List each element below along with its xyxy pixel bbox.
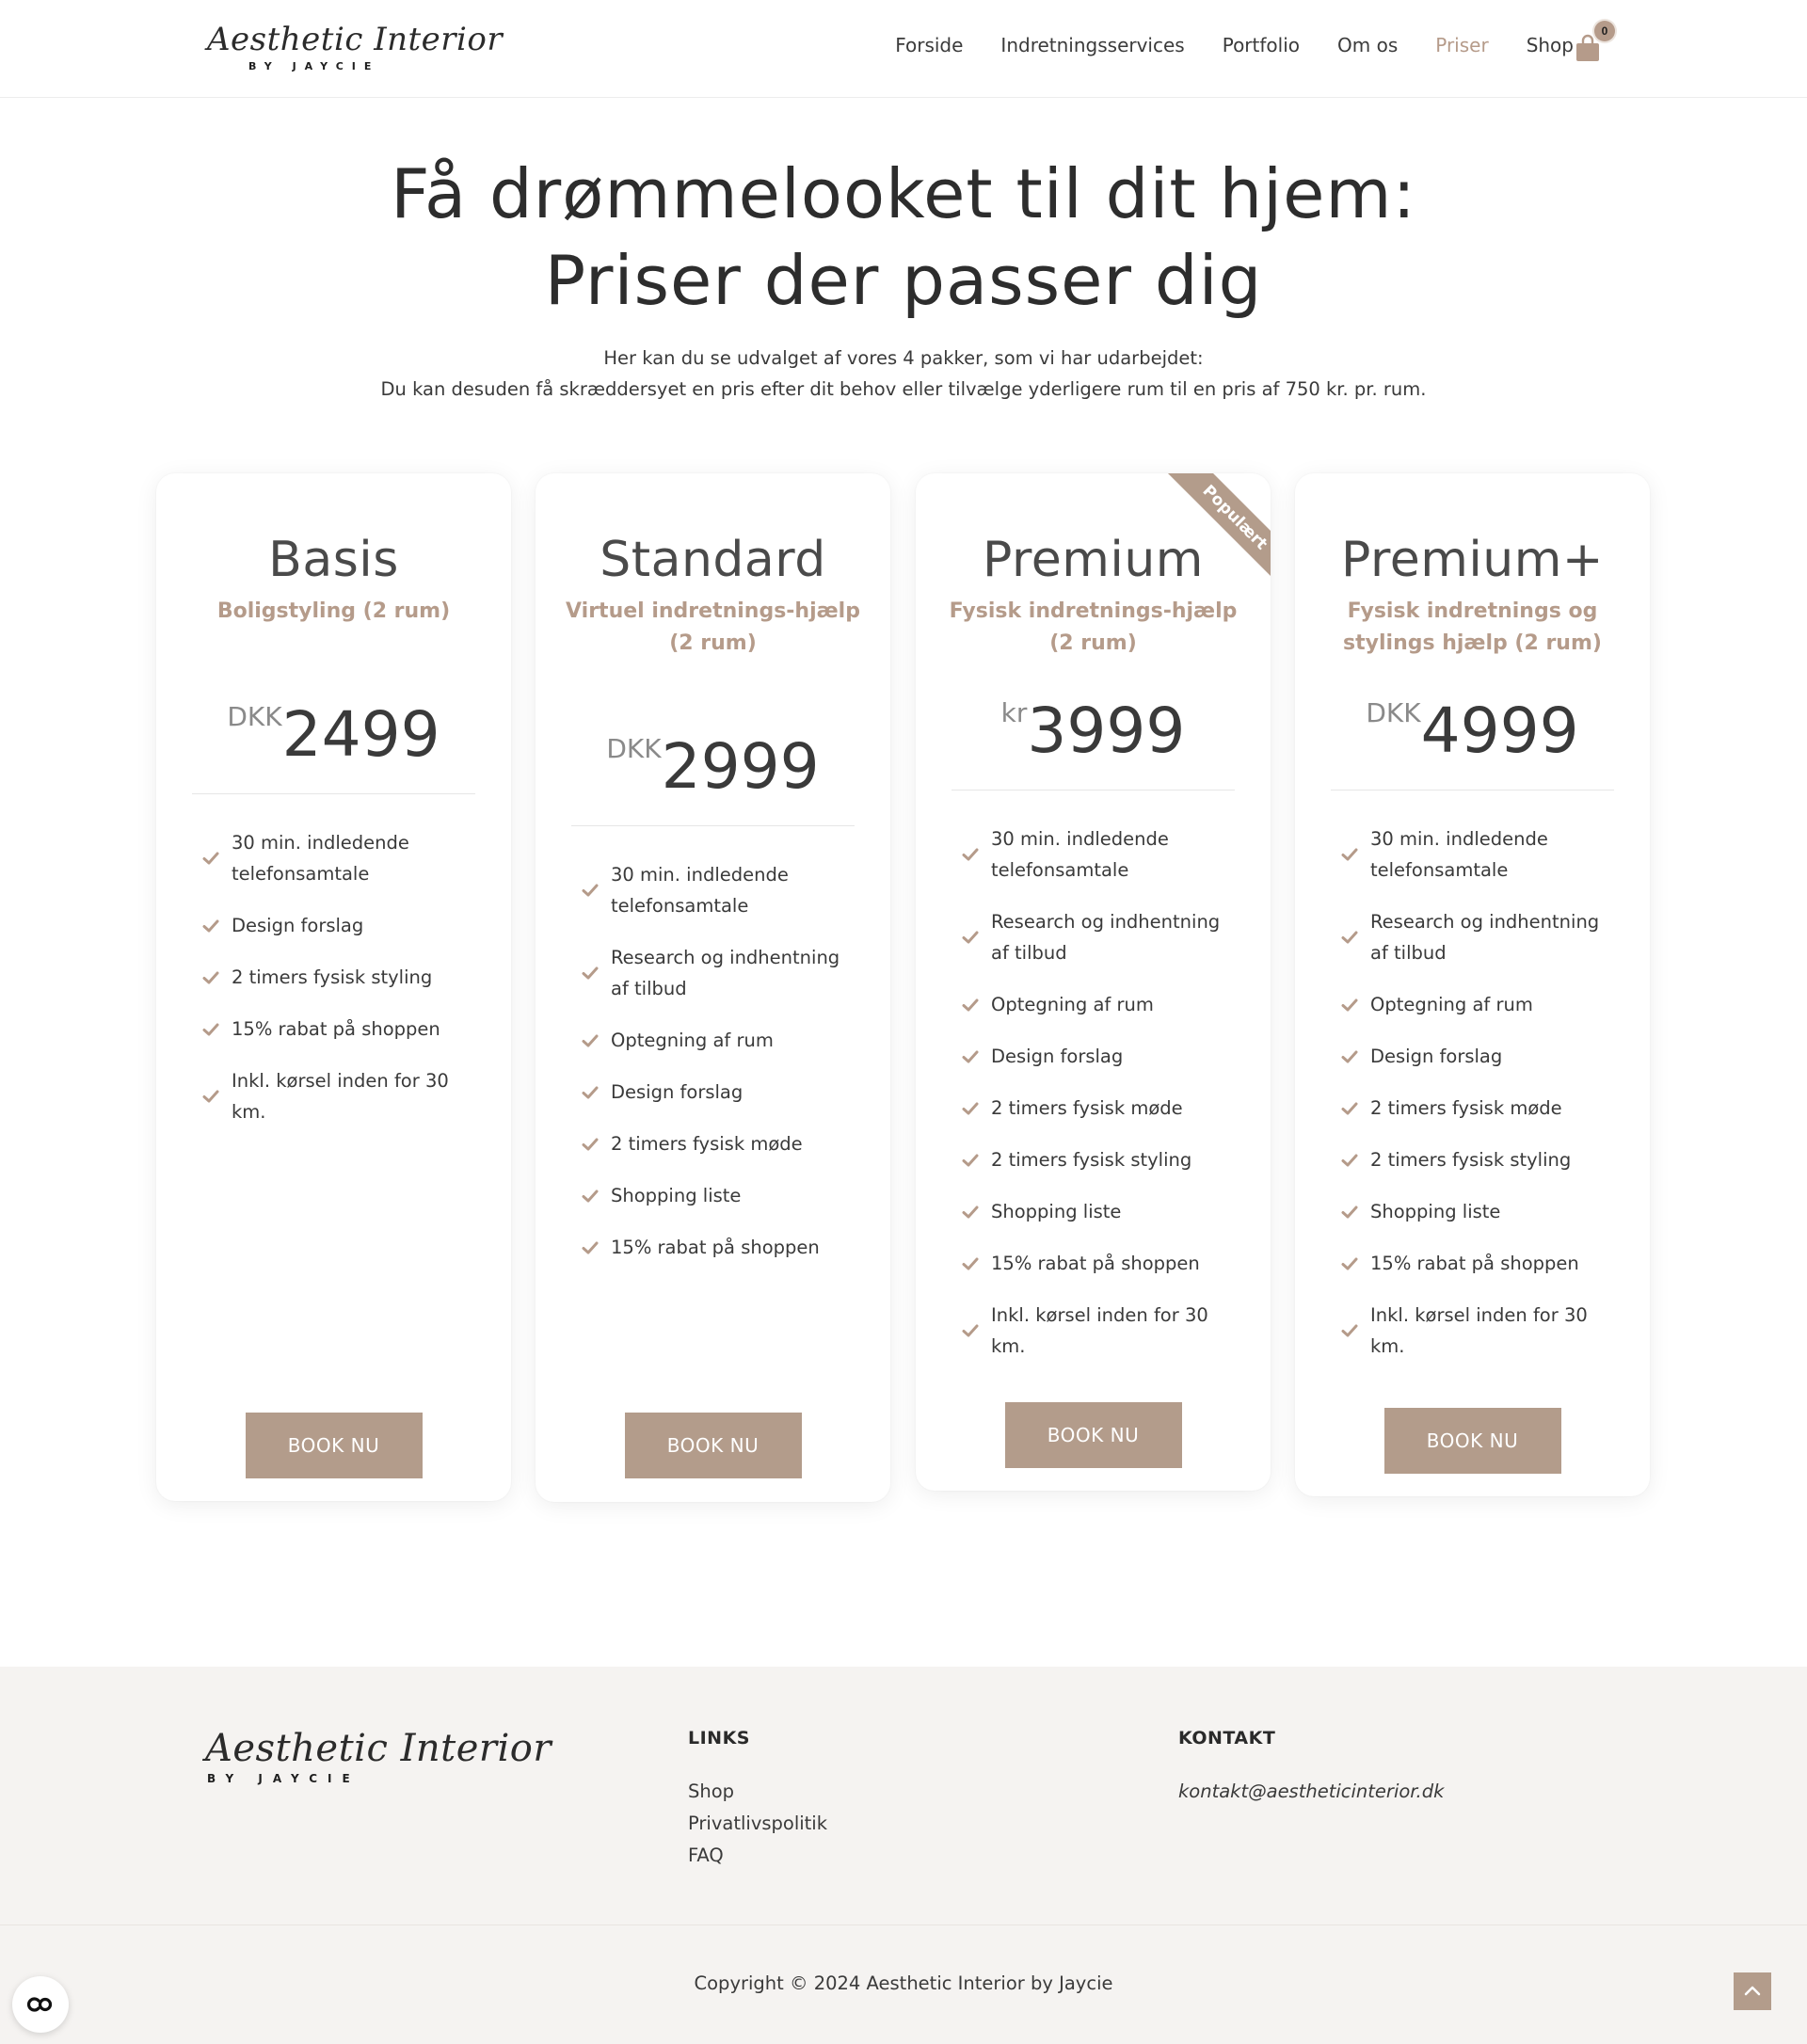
feature-text: 2 timers fysisk styling — [1370, 1149, 1572, 1171]
nav-item-indretningsservices[interactable]: Indretningsservices — [1000, 34, 1185, 56]
plan-subtitle: Fysisk indretnings-hjælp (2 rum) — [949, 599, 1238, 655]
list-item — [581, 1232, 856, 1263]
check-icon — [961, 1321, 980, 1340]
feature-text: Optegning af rum — [1370, 994, 1533, 1015]
footer-links — [688, 1779, 827, 1875]
list-item — [1340, 906, 1616, 968]
logo-byline: BY JAYCIE — [248, 60, 380, 72]
footer-divider — [0, 1924, 1807, 1925]
page-intro — [0, 343, 1807, 405]
plan-price — [536, 729, 890, 805]
page-title-line-2: Priser der passer dig — [544, 241, 1263, 320]
plan-name: Basis — [268, 532, 399, 588]
check-icon — [581, 881, 600, 900]
feature-text: Shopping liste — [611, 1185, 742, 1206]
feature-text: 30 min. indledende telefonsamtale — [991, 828, 1169, 881]
check-icon — [961, 1203, 980, 1222]
price-amount: 2999 — [661, 730, 820, 803]
list-item — [961, 823, 1237, 886]
logo-script-text: Aesthetic Interior — [205, 1727, 552, 1770]
chevron-up-icon — [1734, 1972, 1771, 2010]
nav-item-om-os[interactable]: Om os — [1337, 34, 1399, 56]
list-item — [961, 1093, 1237, 1124]
check-icon — [201, 849, 220, 868]
check-icon — [581, 1238, 600, 1257]
price-currency: kr — [1000, 697, 1028, 728]
feature-text: 2 timers fysisk møde — [1370, 1097, 1562, 1119]
check-icon — [1340, 1047, 1359, 1066]
price-amount: 4999 — [1420, 695, 1579, 767]
check-icon — [201, 1020, 220, 1039]
check-icon — [1340, 1254, 1359, 1273]
feature-text: Shopping liste — [1370, 1201, 1501, 1222]
feature-text: 15% rabat på shoppen — [611, 1237, 820, 1258]
check-icon — [1340, 1151, 1359, 1170]
list-item — [688, 1843, 827, 1869]
price-amount: 2499 — [281, 698, 440, 771]
feature-text: Research og indhentning af tilbud — [611, 947, 840, 999]
feature-text: Design forslag — [611, 1081, 744, 1103]
list-item — [961, 906, 1237, 968]
list-item — [581, 1128, 856, 1159]
feature-list — [201, 827, 477, 1148]
book-now-button[interactable]: BOOK NU — [246, 1413, 423, 1478]
accessibility-icon — [12, 1976, 69, 2033]
list-item — [201, 827, 477, 889]
pricing-card-standard — [536, 473, 890, 1502]
check-icon — [201, 917, 220, 935]
feature-text: Design forslag — [1370, 1046, 1503, 1067]
list-item — [581, 942, 856, 1004]
contact-email-link[interactable]: kontakt@aestheticinterior.dk — [1178, 1781, 1445, 1802]
feature-list — [961, 823, 1237, 1382]
list-item — [1340, 1093, 1616, 1124]
list-item — [1340, 823, 1616, 886]
list-item — [1340, 1196, 1616, 1227]
list-item — [688, 1811, 827, 1837]
check-icon — [1340, 996, 1359, 1014]
plan-name: Standard — [600, 532, 826, 588]
logo-script-text: Aesthetic Interior — [207, 21, 504, 58]
feature-text: 2 timers fysisk styling — [232, 966, 433, 988]
check-icon — [581, 1083, 600, 1102]
book-now-button[interactable]: BOOK NU — [1384, 1408, 1561, 1474]
footer-link-privacy[interactable]: Privatlivspolitik — [688, 1812, 828, 1834]
list-item — [961, 1144, 1237, 1175]
price-divider — [571, 825, 855, 826]
popular-ribbon-label: Populært — [1165, 473, 1271, 579]
feature-text: 30 min. indledende telefonsamtale — [232, 832, 409, 885]
cart-count-badge[interactable]: 0 — [1594, 21, 1615, 41]
check-icon — [201, 1087, 220, 1106]
feature-text: Research og indhentning af tilbud — [1370, 911, 1600, 964]
list-item — [581, 1180, 856, 1211]
check-icon — [581, 964, 600, 982]
plan-name: Premium+ — [1341, 532, 1604, 588]
list-item — [961, 1300, 1237, 1362]
feature-text: Optegning af rum — [611, 1030, 774, 1051]
list-item — [1340, 1144, 1616, 1175]
plan-price — [1295, 694, 1650, 769]
list-item — [961, 1041, 1237, 1072]
check-icon — [961, 1151, 980, 1170]
plan-price — [156, 697, 511, 773]
price-currency: DKK — [1366, 697, 1421, 728]
logo-byline: BY JAYCIE — [207, 1772, 360, 1785]
feature-text: 2 timers fysisk møde — [991, 1097, 1183, 1119]
plan-subtitle: Virtuel indretnings-hjælp (2 rum) — [566, 599, 860, 655]
price-currency: DKK — [606, 733, 662, 764]
list-item — [581, 859, 856, 921]
feature-text: Inkl. kørsel inden for 30 km. — [232, 1070, 449, 1123]
footer-link-shop[interactable]: Shop — [688, 1781, 735, 1802]
list-item — [201, 1014, 477, 1045]
footer-links-heading: LINKS — [688, 1728, 750, 1749]
feature-list — [1340, 823, 1616, 1382]
feature-text: Optegning af rum — [991, 994, 1154, 1015]
check-icon — [1340, 928, 1359, 947]
check-icon — [961, 1254, 980, 1273]
check-icon — [1340, 1099, 1359, 1118]
list-item — [961, 1248, 1237, 1279]
accessibility-button[interactable] — [12, 1976, 69, 2033]
feature-text: Research og indhentning af tilbud — [991, 911, 1221, 964]
list-item — [201, 962, 477, 993]
page-intro-line-1: Her kan du se udvalget af vores 4 pakker, som vi har udarbejdet: — [603, 347, 1204, 369]
plan-name: Premium — [983, 532, 1204, 588]
page-intro-line-2: Du kan desuden få skræddersyet en pris efter dit behov eller tilvælge yderligere rum til en pris af 750 kr. pr. rum. — [380, 378, 1427, 400]
footer-link-faq[interactable]: FAQ — [688, 1844, 724, 1866]
check-icon — [961, 1099, 980, 1118]
price-currency: DKK — [227, 701, 282, 732]
check-icon — [201, 968, 220, 987]
nav-item-portfolio[interactable]: Portfolio — [1222, 34, 1300, 56]
footer-logo[interactable] — [205, 1727, 552, 1793]
feature-list — [581, 859, 856, 1284]
check-icon — [961, 1047, 980, 1066]
check-icon — [1340, 1203, 1359, 1222]
pricing-card-basis — [156, 473, 511, 1501]
nav-item-shop[interactable]: Shop — [1526, 34, 1574, 56]
feature-text: 2 timers fysisk styling — [991, 1149, 1192, 1171]
list-item — [688, 1779, 827, 1805]
list-item — [1340, 1300, 1616, 1362]
check-icon — [961, 845, 980, 864]
price-amount: 3999 — [1027, 695, 1186, 767]
copyright-text: Copyright © 2024 Aesthetic Interior by Jaycie — [694, 1972, 1113, 1994]
site-footer — [0, 1667, 1807, 2044]
check-icon — [961, 928, 980, 947]
book-now-button[interactable]: BOOK NU — [1005, 1402, 1182, 1468]
feature-text: Inkl. kørsel inden for 30 km. — [1370, 1304, 1588, 1357]
list-item — [201, 1065, 477, 1127]
list-item — [961, 1196, 1237, 1227]
check-icon — [581, 1187, 600, 1206]
page-title — [0, 151, 1807, 324]
list-item — [201, 910, 477, 941]
feature-text: Design forslag — [991, 1046, 1124, 1067]
list-item — [961, 989, 1237, 1020]
feature-text: 15% rabat på shoppen — [1370, 1253, 1579, 1274]
check-icon — [1340, 1321, 1359, 1340]
nav-item-forside[interactable]: Forside — [895, 34, 964, 56]
feature-text: 2 timers fysisk møde — [611, 1133, 803, 1155]
scroll-to-top-button[interactable] — [1734, 1972, 1771, 2010]
feature-text: 15% rabat på shoppen — [991, 1253, 1200, 1274]
plan-subtitle: Fysisk indretnings og stylings hjælp (2 rum) — [1343, 599, 1602, 655]
plan-subtitle: Boligstyling (2 rum) — [216, 599, 451, 623]
check-icon — [961, 996, 980, 1014]
pricing-card-premium — [916, 473, 1271, 1491]
feature-text: Shopping liste — [991, 1201, 1122, 1222]
book-now-button[interactable]: BOOK NU — [625, 1413, 802, 1478]
main-nav — [857, 34, 1574, 56]
site-header — [0, 0, 1807, 98]
check-icon — [581, 1135, 600, 1154]
list-item — [1340, 1041, 1616, 1072]
list-item — [1340, 989, 1616, 1020]
site-logo[interactable] — [207, 21, 504, 77]
pricing-card-premium-plus — [1295, 473, 1650, 1496]
list-item — [1340, 1248, 1616, 1279]
feature-text: 15% rabat på shoppen — [232, 1018, 440, 1040]
nav-item-priser[interactable]: Priser — [1435, 34, 1489, 56]
plan-price — [916, 694, 1271, 769]
page-title-line-1: Få drømmelooket til dit hjem: — [391, 154, 1416, 233]
feature-text: Inkl. kørsel inden for 30 km. — [991, 1304, 1208, 1357]
list-item — [581, 1077, 856, 1108]
check-icon — [1340, 845, 1359, 864]
check-icon — [581, 1031, 600, 1050]
footer-contact-heading: KONTAKT — [1178, 1728, 1276, 1749]
feature-text: 30 min. indledende telefonsamtale — [1370, 828, 1548, 881]
feature-text: Design forslag — [232, 915, 364, 936]
list-item — [581, 1025, 856, 1056]
price-divider — [192, 793, 475, 794]
feature-text: 30 min. indledende telefonsamtale — [611, 864, 789, 917]
